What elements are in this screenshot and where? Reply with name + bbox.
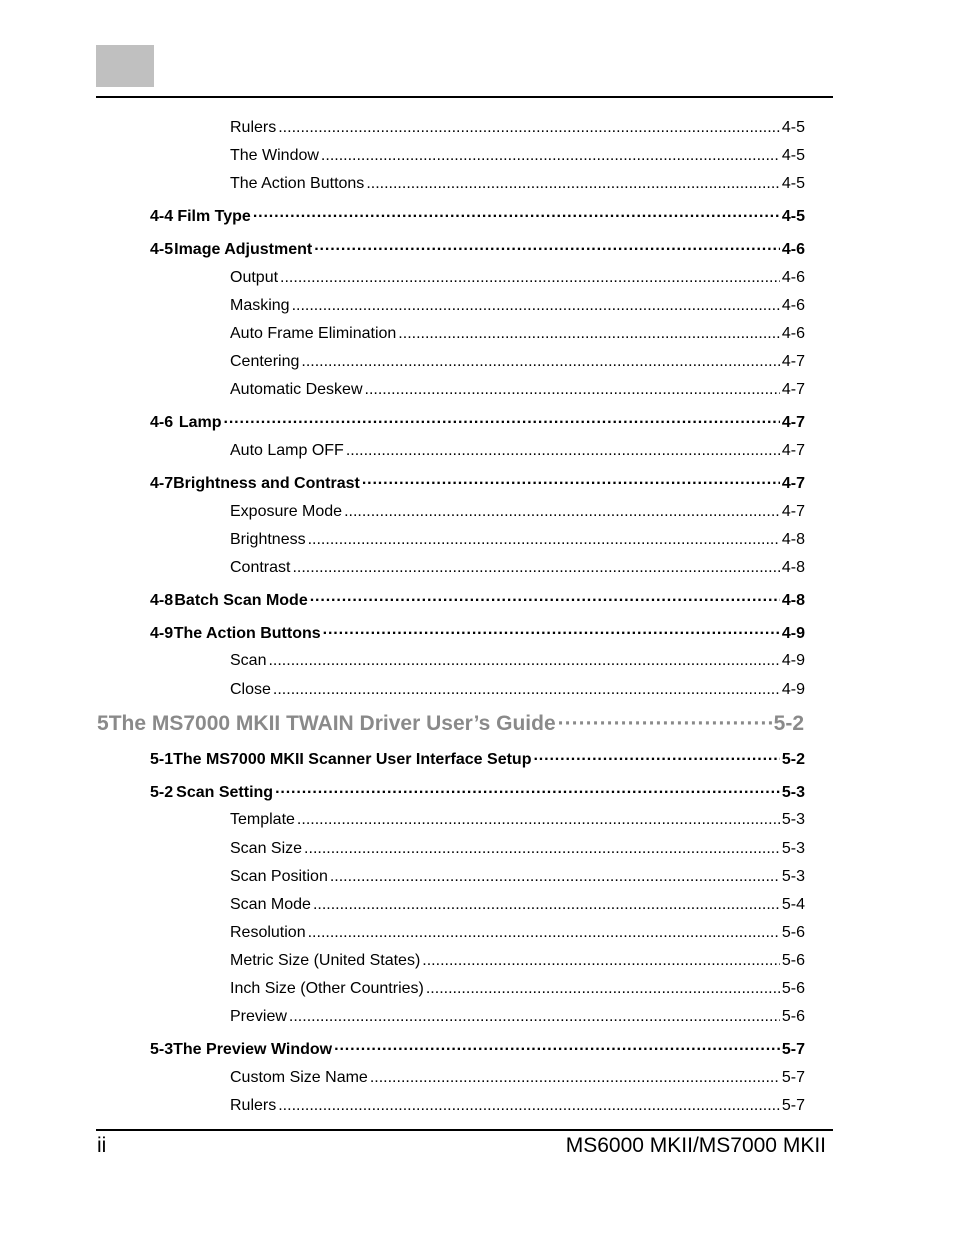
toc-entry-title: Centering [230,353,300,370]
dot-leader [366,173,780,195]
toc-entry-page: 4-6 [781,241,805,258]
dot-leader [310,590,780,612]
dot-leader [313,894,780,916]
toc-entry[interactable] [230,440,805,462]
toc-entry-title: Brightness [230,531,306,548]
footer-page-number: ii [97,1134,107,1157]
toc-entry-title: Masking [230,297,290,314]
toc-entry-page: 4-6 [781,269,805,286]
toc-entry[interactable] [230,267,805,289]
toc-entry-page: 5-3 [781,784,805,801]
dot-leader [224,412,780,434]
toc-entry-title: Rulers [230,119,277,136]
dot-leader [292,295,780,317]
toc-entry-page: 5-6 [781,952,805,969]
toc-entry-page: 5-2 [773,712,804,735]
dot-leader [533,749,779,771]
toc-entry-title: Scan Position [230,868,328,885]
toc-entry-title: Contrast [230,559,291,576]
toc-entry-page: 4-7 [781,442,805,459]
toc-entry[interactable] [230,501,805,523]
toc-entry-page: 4-5 [781,147,805,164]
dot-leader [308,922,780,944]
toc-entry-page: 4-5 [781,119,805,136]
toc-entry[interactable] [230,173,805,195]
toc-entry[interactable] [230,679,805,701]
dot-leader [297,809,780,831]
toc-entry-title: Output [230,269,279,286]
toc-entry-title: Scan Mode [230,896,311,913]
toc-entry[interactable] [230,978,805,1000]
toc-entry[interactable] [230,1006,805,1028]
toc-entry-title: Exposure Mode [230,503,343,520]
toc-entry-page: 5-4 [781,896,805,913]
footer-product-name: MS6000 MKII/MS7000 MKII [565,1134,826,1157]
toc-entry-page: 5-6 [781,924,805,941]
toc-entry-page: 5-6 [781,980,805,997]
dot-leader [321,145,780,167]
toc-entry[interactable] [230,1095,805,1117]
dot-leader [330,866,780,888]
toc-entry-number: 4-9 [150,625,174,642]
toc-entry-title: The Preview Window [173,1041,333,1058]
toc-entry-page: 5-2 [781,751,805,768]
toc-entry-page: 5-3 [781,868,805,885]
toc-entry[interactable] [97,710,804,738]
toc-entry-number: 5-1 [150,751,174,768]
toc-entry-number: 5-2 [150,784,174,801]
dot-leader [280,267,780,289]
toc-entry-page: 4-8 [781,559,805,576]
toc-entry[interactable] [230,557,805,579]
dot-leader [558,710,772,738]
dot-leader [278,1095,780,1117]
toc-entry-title: The MS7000 MKII Scanner User Interface Setup [173,751,532,768]
toc-entry-title: Auto Lamp OFF [230,442,344,459]
dot-leader [365,379,780,401]
toc-entry-page: 4-9 [781,652,805,669]
toc-entry[interactable] [230,323,805,345]
dot-leader [344,501,780,523]
dot-leader [273,679,780,701]
dot-leader [323,623,780,645]
toc-entry-title: Film Type [177,208,251,225]
toc-entry-title: Inch Size (Other Countries) [230,980,424,997]
toc-entry-page: 4-8 [781,531,805,548]
toc-entry-title: Scan Size [230,840,303,857]
toc-entry-number: 5 [97,712,109,735]
toc-entry-title: The Window [230,147,319,164]
toc-entry[interactable] [230,379,805,401]
toc-entry[interactable] [230,809,805,831]
toc-entry-page: 4-8 [781,592,805,609]
toc-entry-page: 5-7 [781,1069,805,1086]
toc-entry-title: Template [230,811,295,828]
dot-leader [426,978,780,1000]
toc-entry-title: Preview [230,1008,287,1025]
dot-leader [289,1006,780,1028]
toc-entry-title: Image Adjustment [174,241,313,258]
toc-entry-title: Close [230,681,271,698]
toc-entry-title: Lamp [178,414,222,431]
toc-entry[interactable] [150,590,805,612]
dot-leader [253,206,780,228]
toc-entry-page: 4-7 [781,353,805,370]
toc-entry[interactable] [150,1039,805,1061]
toc-entry-page: 5-3 [781,840,805,857]
toc-entry-title: Automatic Deskew [230,381,363,398]
dot-leader [314,239,780,261]
toc-entry-number: 4-4 [150,208,174,225]
toc-entry[interactable] [230,866,805,888]
toc-entry[interactable] [150,623,805,645]
toc-entry[interactable] [150,473,805,495]
dot-leader [301,351,780,373]
toc-entry[interactable] [230,650,805,672]
toc-entry[interactable] [230,950,805,972]
toc-entry-page: 4-5 [781,175,805,192]
toc-entry[interactable] [230,145,805,167]
dot-leader [422,950,780,972]
toc-entry-page: 4-6 [781,297,805,314]
toc-entry-page: 5-7 [781,1097,805,1114]
toc-entry-title: Scan [230,652,267,669]
footer-rule [96,1129,833,1131]
toc-entry-number: 4-5 [150,241,174,258]
toc-entry-number: 4-6 [150,414,174,431]
dot-leader [278,117,780,139]
toc-entry[interactable] [230,351,805,373]
toc-entry-title: Scan Setting [176,784,274,801]
toc-entry-page: 4-7 [781,503,805,520]
toc-entry[interactable] [150,412,805,434]
toc-entry-title: Brightness and Contrast [173,475,360,492]
toc-entry-title: Rulers [230,1097,277,1114]
toc-entry-page: 5-3 [781,811,805,828]
toc-entry[interactable] [150,749,805,771]
dot-leader [304,838,780,860]
toc-entry-title: Metric Size (United States) [230,952,421,969]
dot-leader [362,473,780,495]
toc-entry-title: Resolution [230,924,306,941]
dot-leader [398,323,780,345]
toc-entry-page: 4-5 [781,208,805,225]
toc-entry[interactable] [230,117,805,139]
toc-entry[interactable] [150,239,805,261]
dot-leader [334,1039,780,1061]
toc-entry[interactable] [230,922,805,944]
toc-entry-title: Auto Frame Elimination [230,325,397,342]
toc-entry-page: 5-7 [781,1041,805,1058]
toc-entry-page: 4-7 [781,475,805,492]
toc-entry-title: Batch Scan Mode [174,592,308,609]
toc-entry-page: 4-9 [781,625,805,642]
toc-entry-page: 4-6 [781,325,805,342]
toc-entry[interactable] [230,838,805,860]
dot-leader [268,650,779,672]
toc-entry-page: 4-9 [781,681,805,698]
toc-entry-number: 4-7 [150,475,174,492]
toc-entry-title: The Action Buttons [230,175,365,192]
toc-entry-number: 5-3 [150,1041,174,1058]
dot-leader [346,440,780,462]
toc-entry[interactable] [230,295,805,317]
toc-entry-title: Custom Size Name [230,1069,368,1086]
dot-leader [370,1067,780,1089]
toc-entry-title: The Action Buttons [173,625,321,642]
toc-entry-page: 4-7 [781,414,805,431]
toc-entry[interactable] [150,782,805,804]
toc-entry[interactable] [230,1067,805,1089]
dot-leader [308,529,780,551]
toc-entry-number: 4-8 [150,592,174,609]
toc-entry-page: 4-7 [781,381,805,398]
toc-entry[interactable] [230,529,805,551]
toc-entry-title: The MS7000 MKII TWAIN Driver User’s Guide [108,712,556,735]
dot-leader [275,782,780,804]
toc-entry[interactable] [230,894,805,916]
toc-entry-page: 5-6 [781,1008,805,1025]
toc-entry[interactable] [150,206,805,228]
dot-leader [292,557,779,579]
